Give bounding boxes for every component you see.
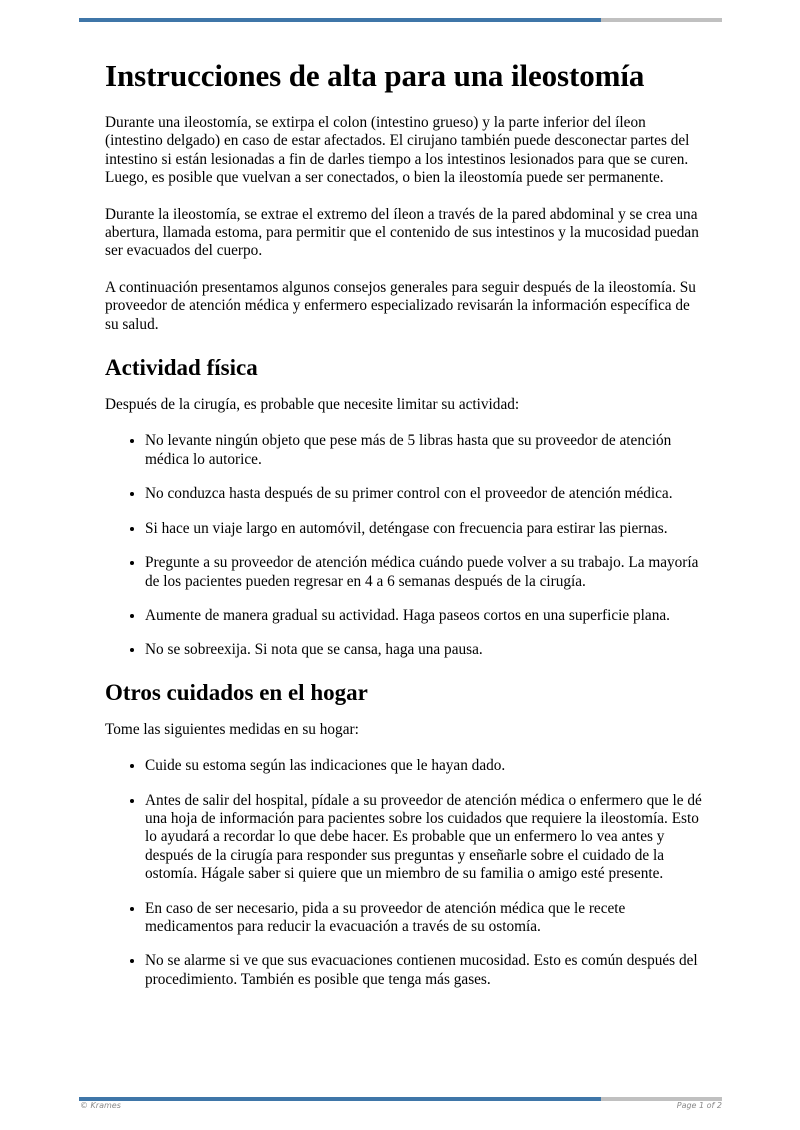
footer-rule-secondary	[601, 1097, 722, 1101]
bullet-list	[105, 757, 705, 989]
document-body	[105, 54, 705, 1005]
footer-copyright: © Krames	[80, 1101, 121, 1110]
list-item: • Pregunte a su proveedor de atención médica cuándo puede volver a su trabajo. La mayoría de los pacientes pueden regresar en 4 a 6 semanas después de la cirugía.	[145, 554, 705, 591]
list-item: • No conduzca hasta después de su primer control con el proveedor de atención médica.	[145, 485, 705, 503]
intro-paragraph: Durante la ileostomía, se extrae el extremo del íleon a través de la pared abdominal y se crea una abertura, llamada estoma, para permitir que el contenido de sus intestinos y la mucosidad puedan ser evacuados del cuerpo.	[105, 205, 699, 260]
footer-page-number: Page 1 of 2	[676, 1101, 722, 1110]
section-heading: Otros cuidados en el hogar	[105, 679, 368, 705]
section-otros-cuidados	[105, 677, 705, 989]
header-rule-accent	[79, 18, 601, 22]
intro-paragraph: Durante una ileostomía, se extirpa el colon (intestino grueso) y la parte inferior del íleon (intestino delgado) en caso de estar afectados. El cirujano también puede desconectar partes del intestino si están lesionadas a fin de darles tiempo a los intestinos lesionados para que se curen. Luego, es posible que vuelvan a ser conectados, o bien la ileostomía puede ser permanente.	[105, 114, 690, 187]
list-item: • Si hace un viaje largo en automóvil, deténgase con frecuencia para estirar las piernas.	[145, 520, 705, 538]
footer-rule	[79, 1097, 722, 1101]
page-title: Instrucciones de alta para una ileostomía	[105, 58, 645, 93]
bullet-list	[105, 432, 705, 659]
section-heading: Actividad física	[105, 355, 258, 381]
list-item: • Aumente de manera gradual su actividad. Haga paseos cortos en una superficie plana.	[145, 607, 705, 625]
list-item: • No se sobreexija. Si nota que se cansa, haga una pausa.	[145, 641, 705, 659]
header-rule-secondary	[601, 18, 722, 22]
section-lead: Después de la cirugía, es probable que necesite limitar su actividad:	[105, 396, 520, 414]
section-lead: Tome las siguientes medidas en su hogar:	[105, 720, 359, 738]
list-item: • Cuide su estoma según las indicaciones que le hayan dado.	[145, 757, 705, 775]
list-item: • No se alarme si ve que sus evacuaciones contienen mucosidad. Esto es común después del procedimiento. También es posible que tenga más gases.	[145, 952, 705, 989]
list-item: • Antes de salir del hospital, pídale a su proveedor de atención médica o enfermero que le dé una hoja de información para pacientes sobre los cuidados que requiere la ileostomía. Esto lo ayudará a recordar lo que debe hacer. Es probable que un enfermero lo vea antes y después de la cirugía para responder sus preguntas y enseñarle sobre el cuidado de la ostomía. Hágale saber si quiere que un miembro de su familia o amigo esté presente.	[145, 792, 705, 884]
footer-rule-accent	[79, 1097, 601, 1101]
list-item: • En caso de ser necesario, pida a su proveedor de atención médica que le recete medicamentos para reducir la evacuación a través de su ostomía.	[145, 900, 705, 937]
header-rule	[79, 18, 722, 22]
list-item: • No levante ningún objeto que pese más de 5 libras hasta que su proveedor de atención médica lo autorice.	[145, 432, 705, 469]
intro-paragraph: A continuación presentamos algunos consejos generales para seguir después de la ileostomía. Su proveedor de atención médica y enfermero especializado revisarán la información específica de su salud.	[105, 278, 696, 333]
section-actividad-fisica	[105, 352, 705, 660]
